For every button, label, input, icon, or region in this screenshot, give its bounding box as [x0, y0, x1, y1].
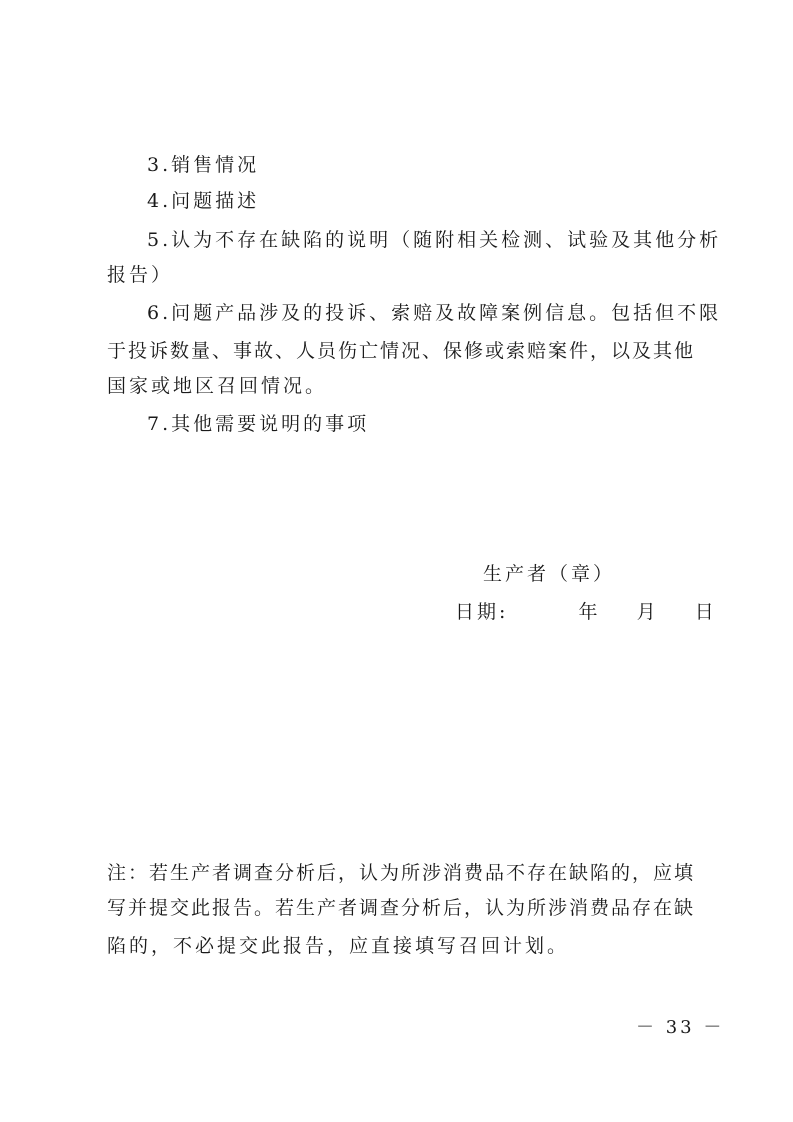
producer-seal-label: 生产者（章） [483, 563, 616, 585]
item-5-line-1: 5.认为不存在缺陷的说明（随附相关检测、试验及其他分析 [147, 229, 722, 251]
note-line-3: 陷的，不必提交此报告，应直接填写召回计划。 [107, 935, 570, 957]
day-label: 日 [694, 601, 717, 623]
item-6-line-3: 国家或地区召回情况。 [107, 375, 328, 397]
date-line [455, 600, 717, 624]
note-line-2: 写并提交此报告。若生产者调查分析后，认为所涉消费品存在缺 [107, 897, 693, 919]
item-6-line-1: 6.问题产品涉及的投诉、索赔及故障案例信息。包括但不限 [147, 302, 722, 324]
page-number: － 33 － [636, 1017, 725, 1038]
date-label: 日期: [455, 601, 509, 623]
item-6-line-2: 于投诉数量、事故、人员伤亡情况、保修或索赔案件，以及其他 [107, 340, 693, 362]
item-3-sales: 3.销售情况 [147, 154, 260, 176]
item-4-problem-description: 4.问题描述 [147, 190, 260, 212]
item-7-other-matters: 7.其他需要说明的事项 [147, 413, 370, 435]
year-label: 年 [578, 601, 601, 623]
month-label: 月 [636, 601, 659, 623]
note-line-1: 注：若生产者调查分析后，认为所涉消费品不存在缺陷的，应填 [107, 862, 693, 884]
item-5-line-2: 报告） [107, 264, 174, 286]
